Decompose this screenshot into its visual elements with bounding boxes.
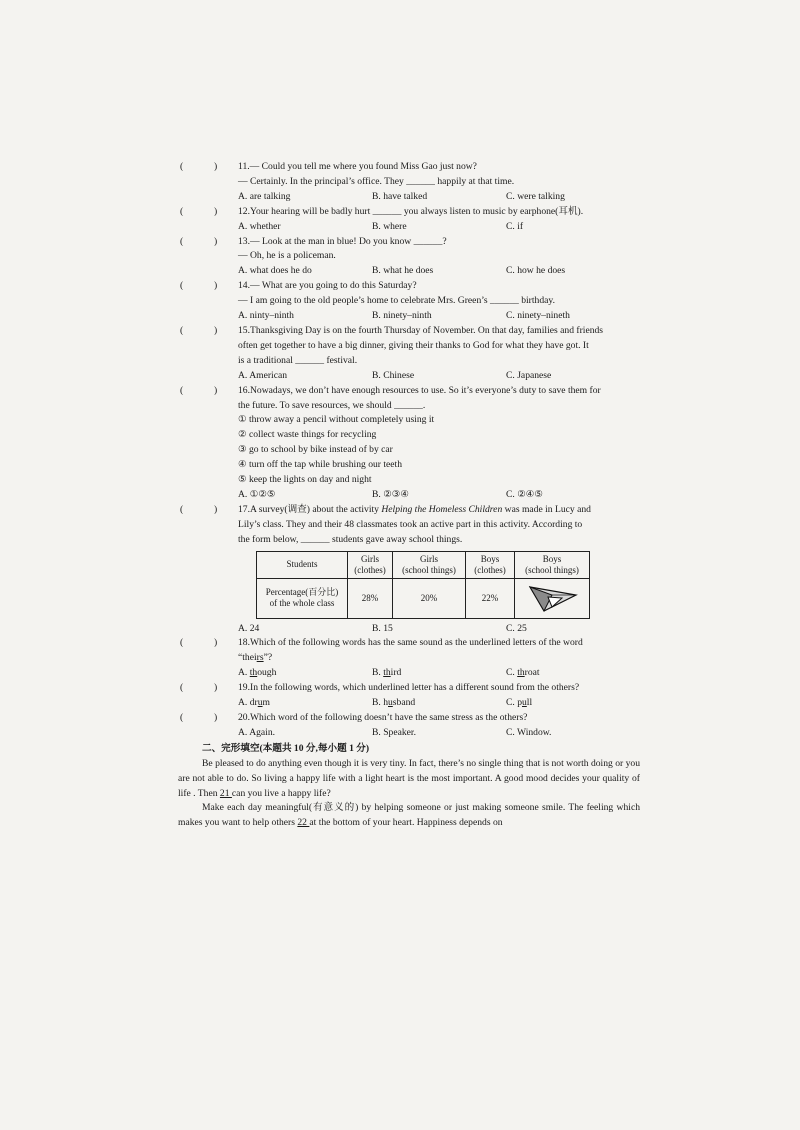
- underlined-letters: rs: [256, 652, 264, 664]
- blank-22[interactable]: 22: [297, 817, 310, 829]
- question-text-line: [238, 235, 640, 250]
- table-cell: 28%: [348, 578, 393, 618]
- activity-title: Helping the Homeless Children: [381, 503, 503, 515]
- option-a[interactable]: A. ①②⑤: [238, 488, 276, 500]
- question-15: [178, 324, 640, 384]
- question-number: 13.: [238, 235, 250, 247]
- question-text-line: “theirs”?: [238, 652, 273, 664]
- options-row: [238, 309, 640, 324]
- answer-paren-close: ): [214, 503, 218, 515]
- question-text: — Could you tell me where you found Miss Gao just now?: [249, 161, 477, 172]
- question-20: [178, 711, 640, 741]
- table-header-cell: Boys (clothes): [466, 551, 515, 578]
- question-list: [178, 160, 640, 503]
- option-b[interactable]: B. husband: [372, 697, 416, 709]
- question-text: was made in Lucy and: [502, 503, 591, 515]
- question-sub-line: is a traditional ______ festival.: [238, 354, 358, 366]
- options-row: [238, 622, 640, 637]
- option-b[interactable]: B. ②③④: [372, 488, 409, 500]
- question-sub-line: — Certainly. In the principal’s office. They ______ happily at that time.: [238, 175, 515, 187]
- question-sub-line: ③ go to school by bike instead of by car: [238, 444, 393, 456]
- options-row: [238, 696, 640, 711]
- answer-paren-open[interactable]: (: [180, 235, 184, 247]
- option-c[interactable]: C. ②④⑤: [506, 488, 543, 500]
- option-a[interactable]: A. drum: [238, 697, 270, 709]
- question-sub-line: ⑤ keep the lights on day and night: [238, 474, 372, 486]
- table-header-row: [257, 551, 590, 578]
- answer-paren-open[interactable]: (: [180, 712, 184, 723]
- answer-paren-open[interactable]: (: [180, 161, 184, 172]
- answer-paren-open[interactable]: (: [180, 205, 184, 217]
- question-number: 20.: [238, 712, 250, 723]
- table-cell: 22%: [466, 578, 515, 618]
- options-row: [238, 488, 640, 503]
- answer-paren-open[interactable]: (: [180, 682, 184, 694]
- answer-paren-close: ): [214, 712, 218, 723]
- question-text-line: [238, 279, 640, 294]
- question-text-line: [238, 711, 640, 726]
- answer-paren-close: ): [214, 682, 218, 694]
- question-number: 18.: [238, 637, 250, 649]
- question-number: 17.: [238, 503, 250, 515]
- answer-paren-open[interactable]: (: [180, 384, 184, 396]
- question-text-line: [238, 503, 640, 518]
- table-cell: 20%: [393, 578, 466, 618]
- question-text-line: [238, 160, 640, 175]
- survey-table: [256, 551, 590, 619]
- option-c[interactable]: C. Window.: [506, 726, 552, 738]
- exam-content: [178, 160, 640, 831]
- answer-paren-close: ): [214, 280, 218, 292]
- cloze-paragraph-2: Make each day meaningful(有意义的) by helping someone or just making someone smile. The feeling which makes you want to help others 22 at the bottom of your heart. Happiness depends on: [178, 802, 640, 829]
- option-c[interactable]: C. throat: [506, 667, 540, 679]
- option-c[interactable]: C. how he does: [506, 265, 566, 277]
- table-cell-icon: [515, 578, 590, 618]
- table-header-cell: Students: [257, 551, 348, 578]
- question-text: Thanksgiving Day is on the fourth Thursday of November. On that day, families and friends: [250, 324, 604, 336]
- options-row: [238, 726, 640, 741]
- option-b[interactable]: B. where: [372, 220, 407, 232]
- option-a[interactable]: A. what does he do: [238, 265, 312, 277]
- option-a[interactable]: A. ninty–ninth: [238, 310, 294, 322]
- answer-paren-close: ): [214, 205, 218, 217]
- question-13: [178, 235, 640, 280]
- option-a[interactable]: A. are talking: [238, 190, 291, 202]
- question-14: [178, 279, 640, 324]
- cloze-paragraph-1: Be pleased to do anything even though it is very tiny. In fact, there’s no single thing that is not worth doing or you are not able to do. So living a happy life with a light heart is the most important. A good mood decides your quality of life . Then 21 can you live a happy life?: [178, 757, 640, 799]
- answer-paren-open[interactable]: (: [180, 503, 184, 515]
- question-sub-line: ② collect waste things for recycling: [238, 429, 377, 441]
- question-17: [178, 503, 640, 637]
- question-text-line: [238, 205, 640, 220]
- table-header-cell: Boys (school things): [515, 551, 590, 578]
- option-a[interactable]: A. whether: [238, 220, 281, 232]
- option-a[interactable]: A. American: [238, 369, 288, 381]
- question-number: 12.: [238, 205, 250, 217]
- answer-paren-close: ): [214, 384, 218, 396]
- answer-paren-open[interactable]: (: [180, 637, 184, 649]
- question-16: [178, 384, 640, 503]
- options-row: [238, 264, 640, 279]
- question-number: 15.: [238, 324, 250, 336]
- option-c[interactable]: C. pull: [506, 697, 533, 709]
- question-sub-line: ④ turn off the tap while brushing our teeth: [238, 459, 403, 471]
- option-a[interactable]: A. 24: [238, 622, 260, 634]
- option-b[interactable]: B. Speaker.: [372, 726, 416, 738]
- answer-paren-close: ): [214, 637, 218, 649]
- options-row: [238, 369, 640, 384]
- table-row-label: Percentage(百分比) of the whole class: [257, 578, 348, 618]
- question-12: [178, 205, 640, 235]
- answer-paren-close: ): [214, 235, 218, 247]
- question-text: Which of the following words has the same sound as the underlined letters of the word: [250, 637, 583, 649]
- options-row: [238, 220, 640, 235]
- question-sub-line: ① throw away a pencil without completely using it: [238, 414, 435, 426]
- question-text-line: the form below, ______ students gave away school things.: [238, 533, 463, 545]
- option-b[interactable]: B. ninety–ninth: [372, 310, 432, 322]
- option-a[interactable]: A. Again.: [238, 726, 276, 738]
- question-text-line: [238, 384, 640, 399]
- answer-paren-close: ): [214, 161, 218, 172]
- option-c[interactable]: C. if: [506, 220, 524, 232]
- answer-paren-open[interactable]: (: [180, 280, 184, 292]
- option-c[interactable]: C. were talking: [506, 190, 565, 202]
- table-row: [257, 578, 590, 618]
- question-text: Your hearing will be badly hurt ______ you always listen to music by earphone(耳机).: [250, 205, 584, 217]
- option-b[interactable]: B. Chinese: [372, 369, 415, 381]
- question-text: Which word of the following doesn’t have the same stress as the others?: [250, 712, 528, 723]
- option-b[interactable]: B. what he does: [372, 265, 434, 277]
- question-11: [178, 160, 640, 205]
- question-18: [178, 636, 640, 681]
- option-c[interactable]: C. ninety–nineth: [506, 310, 570, 322]
- answer-paren-close: ): [214, 324, 218, 336]
- options-row: [238, 190, 640, 205]
- option-a[interactable]: A. though: [238, 667, 277, 679]
- question-19: [178, 681, 640, 711]
- table-header-cell: Girls (school things): [393, 551, 466, 578]
- question-text: A survey(调查) about the activity: [250, 503, 382, 515]
- question-number: 14.: [238, 280, 250, 292]
- option-b[interactable]: B. third: [372, 667, 402, 679]
- pie-fragment-icon: [522, 581, 582, 613]
- answer-paren-open[interactable]: (: [180, 324, 184, 336]
- question-number: 19.: [238, 682, 250, 694]
- blank-21[interactable]: 21: [219, 787, 232, 799]
- question-text-line: [238, 681, 640, 696]
- question-text-line: [238, 324, 640, 339]
- options-row: [238, 666, 640, 681]
- option-c[interactable]: C. 25: [506, 622, 527, 634]
- question-text-line: [238, 636, 640, 651]
- option-b[interactable]: B. 15: [372, 622, 393, 634]
- question-number: 11.: [238, 161, 250, 172]
- question-text: Nowadays, we don’t have enough resources to use. So it’s everyone’s duty to save them for: [250, 384, 601, 396]
- question-sub-line: — Oh, he is a policeman.: [238, 250, 336, 262]
- question-number: 16.: [238, 384, 250, 396]
- question-text: In the following words, which underlined letter has a different sound from the others?: [250, 682, 580, 694]
- option-c[interactable]: C. Japanese: [506, 369, 552, 381]
- table-header-cell: Girls (clothes): [348, 551, 393, 578]
- question-text: — Look at the man in blue! Do you know ______?: [250, 235, 447, 247]
- question-text: — What are you going to do this Saturday?: [250, 280, 417, 292]
- section-title: 二、完形填空(本题共 10 分,每小题 1 分): [202, 742, 370, 754]
- question-text-line: Lily’s class. They and their 48 classmates took an active part in this activity. According to: [238, 518, 583, 530]
- option-b[interactable]: B. have talked: [372, 190, 428, 202]
- question-sub-line: the future. To save resources, we should ______.: [238, 399, 426, 411]
- question-sub-line: often get together to have a big dinner, giving their thanks to God for what they have got. It: [238, 339, 589, 351]
- question-sub-line: — I am going to the old people’s home to celebrate Mrs. Green’s ______ birthday.: [238, 295, 555, 307]
